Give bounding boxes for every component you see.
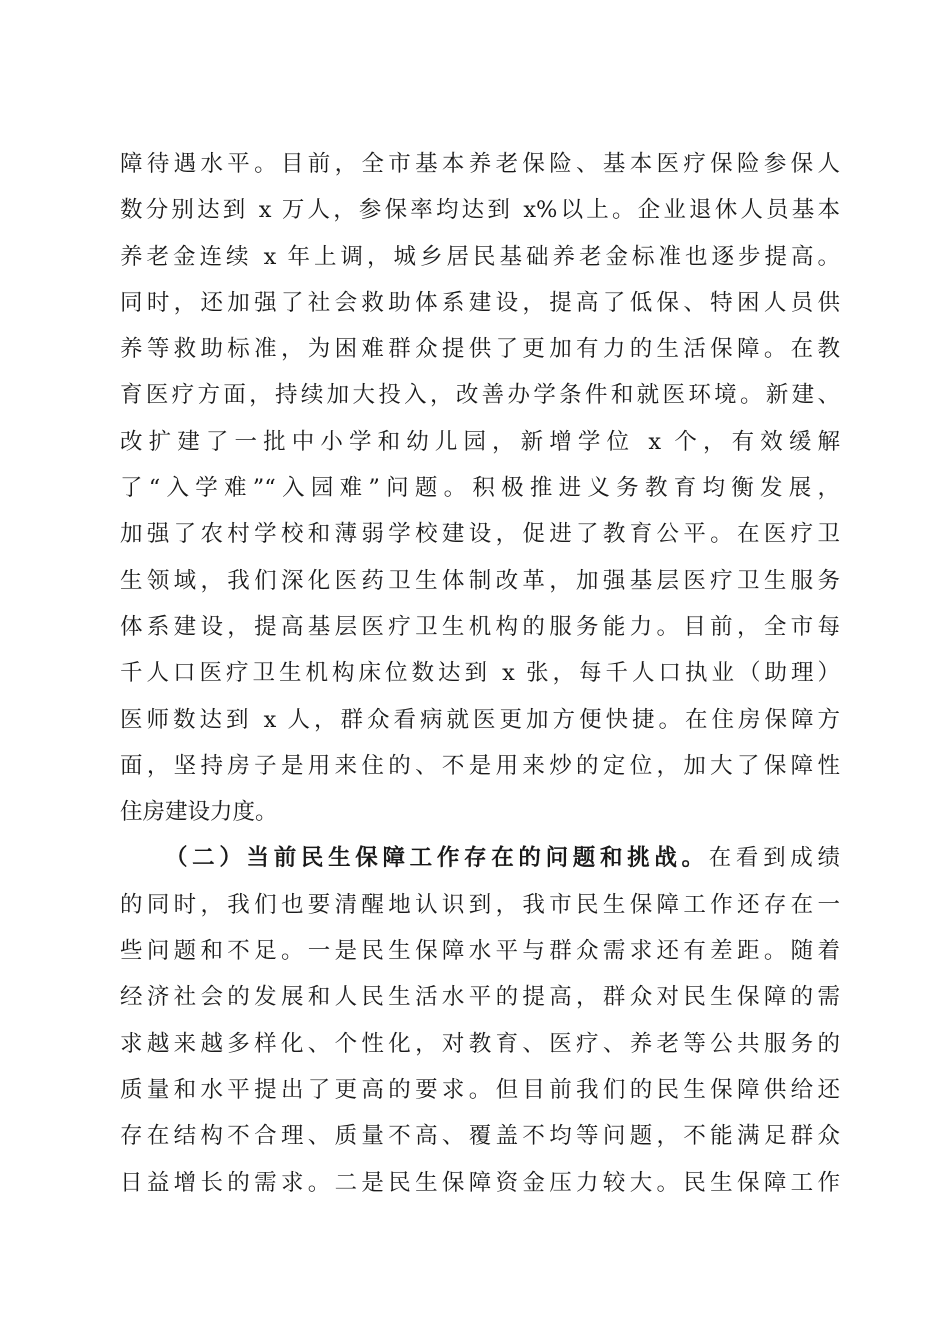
section-heading-continuation: 在看到成绩 [708,845,840,872]
paragraph-line: 养等救助标准，为困难群众提供了更加有力的生活保障。在教 [120,336,840,363]
paragraph-line: 育医疗方面，持续加大投入，改善办学条件和就医环境。新建、 [120,382,840,409]
paragraph-line: 体系建设，提高基层医疗卫生机构的服务能力。目前，全市每 [120,613,840,640]
paragraph-line: 些问题和不足。一是民生保障水平与群众需求还有差距。随着 [120,938,840,965]
paragraph-line: 医师数达到 x 人，群众看病就医更加方便快捷。在住房保障方 [120,706,840,733]
paragraph-line: 存在结构不合理、质量不高、覆盖不均等问题，不能满足群众 [120,1123,840,1150]
paragraph-line: 数分别达到 x 万人，参保率均达到 x%以上。企业退休人员基本 [120,197,840,224]
paragraph-line: 养老金连续 x 年上调，城乡居民基础养老金标准也逐步提高。 [120,243,840,270]
paragraph-line: 改扩建了一批中小学和幼儿园，新增学位 x 个，有效缓解 [120,428,840,455]
paragraph-line: 经济社会的发展和人民生活水平的提高，群众对民生保障的需 [120,984,840,1011]
paragraph-line: 障待遇水平。目前，全市基本养老保险、基本医疗保险参保人 [120,151,840,177]
paragraph-line: 加强了农村学校和薄弱学校建设，促进了教育公平。在医疗卫 [120,521,840,548]
paragraph-line: 质量和水平提出了更高的要求。但目前我们的民生保障供给还 [120,1076,840,1103]
paragraph-line: 同时，还加强了社会救助体系建设，提高了低保、特困人员供 [120,289,840,316]
paragraph-line: 面，坚持房子是用来住的、不是用来炒的定位，加大了保障性 [120,752,840,779]
section-heading: （二）当前民生保障工作存在的问题和挑战。 [165,845,709,872]
paragraph-line: 千人口医疗卫生机构床位数达到 x 张，每千人口执业（助理） [120,660,840,687]
paragraph-line: 的同时，我们也要清醒地认识到，我市民生保障工作还存在一 [120,891,840,918]
body-text [120,141,840,1206]
section-heading-line [120,835,840,881]
paragraph-line: 生领域，我们深化医药卫生体制改革，加强基层医疗卫生服务 [120,567,840,594]
paragraph-line: 日益增长的需求。二是民生保障资金压力较大。民生保障工作 [120,1169,840,1196]
paragraph-line: 住房建设力度。 [120,799,278,826]
paragraph-line: 求越来越多样化、个性化，对教育、医疗、养老等公共服务的 [120,1030,840,1057]
paragraph-line: 了“入学难”“入园难”问题。积极推进义务教育均衡发展， [120,475,840,502]
